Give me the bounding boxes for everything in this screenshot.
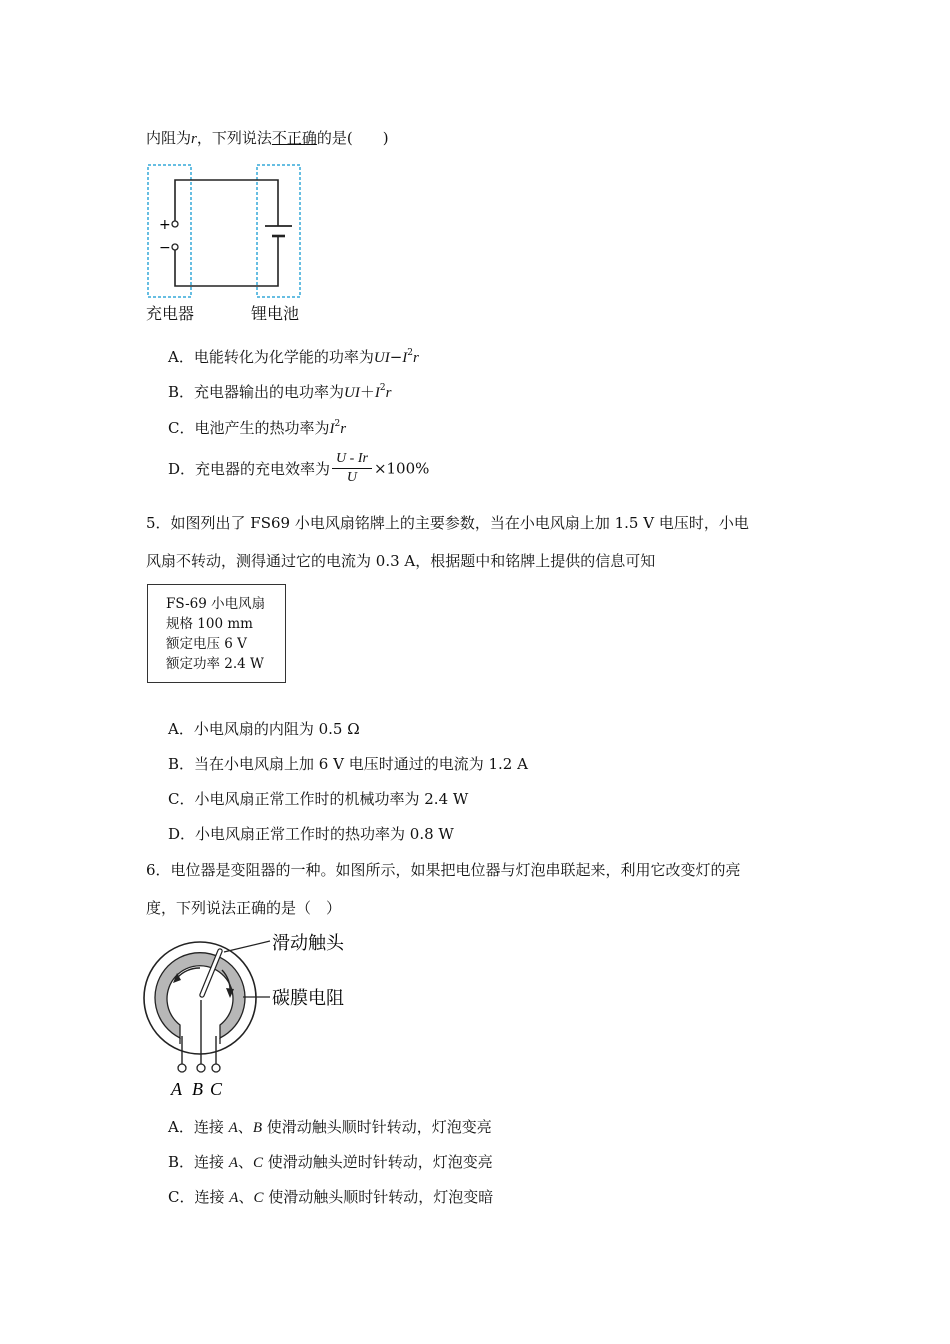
terminal-label-c: C <box>210 1079 223 1099</box>
plus-sign: + <box>159 217 171 233</box>
charger-label: 充电器 <box>146 304 195 323</box>
terminal-label-b: B <box>192 1079 203 1099</box>
battery-label: 锂电池 <box>251 304 300 323</box>
q5-option-a[interactable]: A．小电风扇的内阻为 0.5 Ω <box>168 720 360 738</box>
q6-potentiometer-diagram <box>140 928 370 1100</box>
q5-option-b[interactable]: B．当在小电风扇上加 6 V 电压时通过的电流为 1.2 A <box>168 755 528 773</box>
q6-option-b[interactable]: B．连接 A、C 使滑动触头逆时针转动，灯泡变亮 <box>168 1153 493 1171</box>
slider-label: 滑动触头 <box>272 933 344 954</box>
terminal-a <box>178 1064 186 1072</box>
nameplate-power: 额定功率 2.4 W <box>166 656 264 672</box>
q5-stem-line2: 风扇不转动，测得通过它的电流为 0.3 A，根据题中和铭牌上提供的信息可知 <box>146 552 656 570</box>
callout-slider <box>224 941 270 952</box>
q6-option-c[interactable]: C．连接 A、C 使滑动触头顺时针转动，灯泡变暗 <box>168 1188 494 1206</box>
q4-option-d[interactable]: D．充电器的充电效率为 $\frac{U - Ir}{U}$ ×100% <box>168 451 430 485</box>
q4-option-c[interactable]: C．电池产生的热功率为$I^2r$ <box>168 419 347 437</box>
q4-option-a[interactable]: A．电能转化为化学能的功率为$UI-I^2r$ <box>168 348 419 366</box>
film-label: 碳膜电阻 <box>272 988 344 1009</box>
q6-option-a[interactable]: A．连接 A、B 使滑动触头顺时针转动，灯泡变亮 <box>168 1118 492 1136</box>
q6-stem-line1: 6．电位器是变阻器的一种。如图所示，如果把电位器与灯泡串联起来，利用它改变灯的亮 <box>146 861 741 879</box>
q4-stem-mid: ，下列说法 <box>196 129 272 147</box>
efficiency-fraction: $\frac{U - Ir}{U}$ <box>332 451 372 486</box>
minus-terminal <box>172 244 178 250</box>
terminal-label-a: A <box>171 1079 182 1099</box>
nameplate-size: 规格 100 mm <box>166 616 253 632</box>
fan-nameplate <box>147 584 286 683</box>
terminal-c <box>212 1064 220 1072</box>
q4-stem-prefix: 内阻为 <box>146 129 192 147</box>
q4-stem-suffix: 的是( ) <box>316 129 389 147</box>
nameplate-voltage: 额定电压 6 V <box>166 636 247 652</box>
terminal-b <box>197 1064 205 1072</box>
q5-option-c[interactable]: C．小电风扇正常工作时的机械功率为 2.4 W <box>168 790 469 808</box>
plus-terminal <box>172 221 178 227</box>
nameplate-model: FS-69 小电风扇 <box>166 596 266 612</box>
q4-option-b[interactable]: B．充电器输出的电功率为$UI+I^2r$ <box>168 383 392 401</box>
q4-stem <box>146 128 389 149</box>
q5-stem-line1: 5．如图列出了 FS69 小电风扇铭牌上的主要参数，当在小电风扇上加 1.5 V 电压时，小电 <box>146 514 749 532</box>
q4-stem-var: r <box>191 131 197 147</box>
q5-option-d[interactable]: D．小电风扇正常工作时的热功率为 0.8 W <box>168 825 454 843</box>
minus-sign: − <box>159 240 171 256</box>
q4-stem-underlined: 不正确 <box>271 129 317 147</box>
q6-stem-line2: 度，下列说法正确的是（ ） <box>146 899 342 917</box>
